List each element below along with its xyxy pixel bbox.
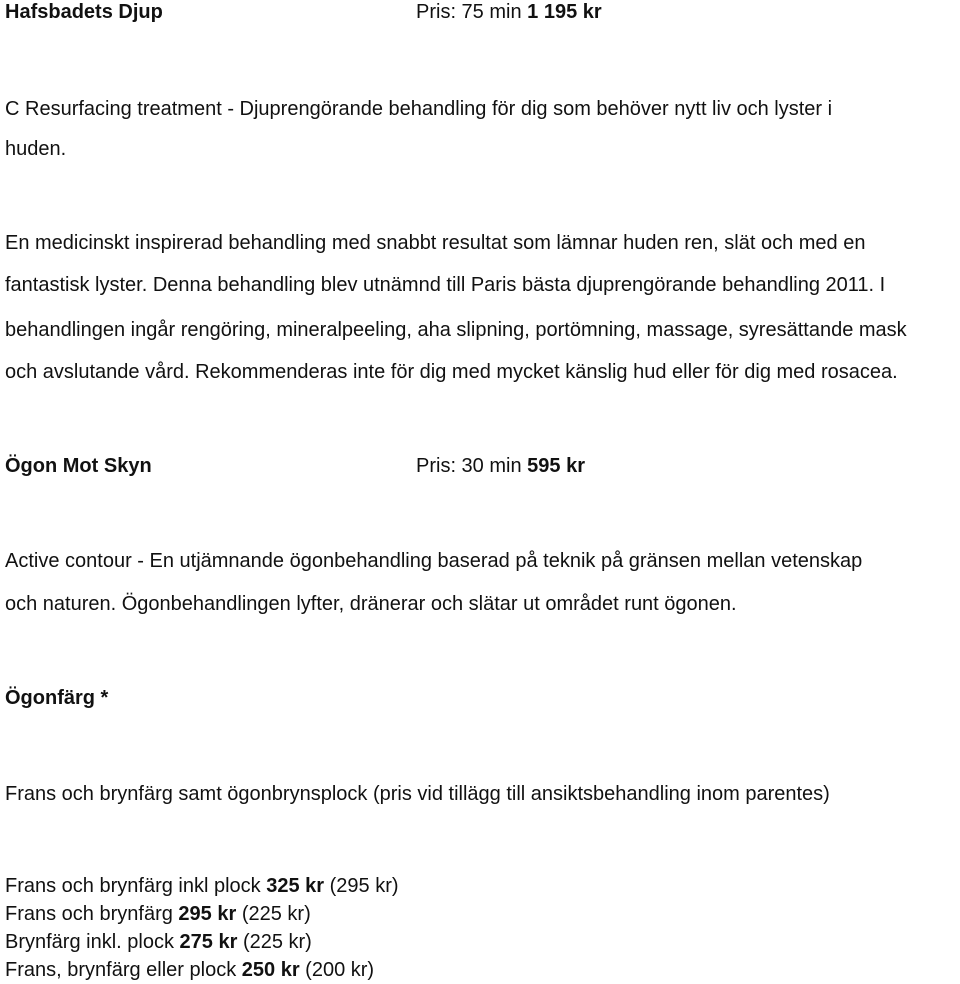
section-title-hafsbadets-djup [5, 0, 163, 24]
intro-line: huden. [5, 138, 67, 160]
section-title-ogonfarg [5, 686, 108, 710]
price-list-item [5, 902, 311, 926]
price-value: 595 kr [527, 455, 585, 477]
body-line: och avslutande vård. Rekommenderas inte för dig med mycket känslig hud eller för dig med rosacea. [5, 361, 898, 383]
price-list-item [5, 958, 374, 982]
price-list-item [5, 930, 312, 954]
body-line: En medicinskt inspirerad behandling med snabbt resultat som lämnar huden ren, slät och med en [5, 232, 866, 254]
section-title-text: Hafsbadets Djup [5, 1, 163, 23]
item-label: Frans och brynfärg inkl plock [5, 875, 261, 897]
item-price: 295 kr [178, 903, 237, 925]
item-label: Brynfärg inkl. plock [5, 931, 174, 953]
item-price: 325 kr [266, 875, 325, 897]
section-title-text: Ögonfärg * [5, 687, 109, 709]
body-line: Active contour - En utjämnande ögonbehandling baserad på teknik på gränsen mellan vetenskap [5, 550, 863, 572]
price-ogon-mot-skyn [416, 454, 585, 478]
item-addon-price: (295 kr) [329, 875, 399, 897]
item-label: Frans, brynfärg eller plock [5, 959, 237, 981]
item-addon-price: (225 kr) [241, 903, 311, 925]
item-addon-price: (225 kr) [242, 931, 312, 953]
section-description: Frans och brynfärg samt ögonbrynsplock (pris vid tillägg till ansiktsbehandling inom parentes) [5, 783, 830, 805]
price-value: 1 195 kr [527, 1, 602, 23]
intro-line: C Resurfacing treatment - Djuprengörande behandling för dig som behöver nytt liv och lyster i [5, 98, 833, 120]
section-title-text: Ögon Mot Skyn [5, 455, 152, 477]
item-label: Frans och brynfärg [5, 903, 173, 925]
section-title-ogon-mot-skyn [5, 454, 152, 478]
body-line: fantastisk lyster. Denna behandling blev utnämnd till Paris bästa djuprengörande behandling 2011. I [5, 274, 886, 296]
price-hafsbadets-djup [416, 0, 602, 24]
price-list-item [5, 874, 399, 898]
item-price: 250 kr [241, 959, 300, 981]
item-price: 275 kr [179, 931, 238, 953]
price-prefix: Pris: 75 min [416, 1, 522, 23]
price-prefix: Pris: 30 min [416, 455, 522, 477]
body-line: behandlingen ingår rengöring, mineralpeeling, aha slipning, portömning, massage, syresättande mask [5, 319, 907, 341]
body-line: och naturen. Ögonbehandlingen lyfter, dränerar och slätar ut området runt ögonen. [5, 593, 737, 615]
item-addon-price: (200 kr) [305, 959, 375, 981]
